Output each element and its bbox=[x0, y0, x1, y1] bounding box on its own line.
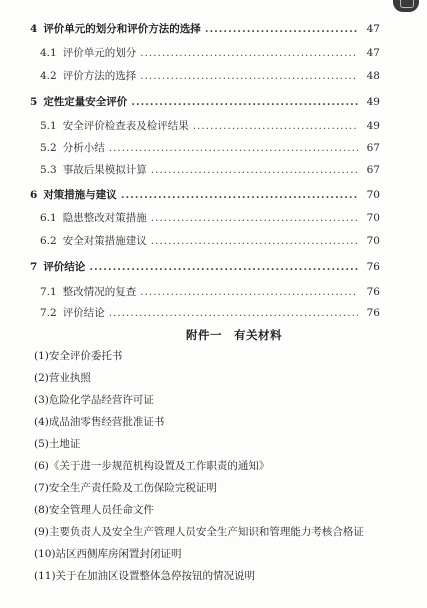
attachment-item: (5)土地证 bbox=[34, 438, 81, 450]
attachment-heading: 附件一 有关材料 bbox=[186, 328, 282, 342]
toc-title: 整改情况的复查 bbox=[62, 286, 137, 298]
toc-title: 评价单元的划分和评价方法的选择 bbox=[43, 23, 201, 35]
toc-page: 67 bbox=[366, 164, 380, 176]
toc-page: 70 bbox=[366, 235, 380, 247]
attachment-item: (7)安全生产责任险及工伤保险完税证明 bbox=[34, 482, 217, 494]
toc-number: 5.3 bbox=[40, 164, 57, 176]
toc-leader bbox=[193, 119, 358, 133]
toc-leader bbox=[109, 141, 358, 155]
toc-number: 6.2 bbox=[40, 235, 57, 247]
toc-section-7-1[interactable] bbox=[40, 285, 380, 299]
toc-page: 49 bbox=[366, 120, 380, 132]
attachment-item: (9)主要负责人及安全生产管理人员安全生产知识和管理能力考核合格证 bbox=[34, 526, 364, 538]
toc-title: 评价结论 bbox=[62, 307, 105, 319]
toc-title: 事故后果模拟计算 bbox=[62, 164, 147, 176]
toc-page: 67 bbox=[366, 142, 380, 154]
toc-page: 76 bbox=[366, 286, 380, 298]
toc-leader bbox=[151, 163, 358, 177]
toc-number: 7 bbox=[30, 261, 38, 273]
toc-title: 评价方法的选择 bbox=[62, 70, 137, 82]
attachment-item: (2)营业执照 bbox=[34, 372, 91, 384]
toc-chapter-5[interactable] bbox=[30, 95, 380, 109]
toc-title: 隐患整改对策措施 bbox=[62, 212, 147, 224]
toc-leader bbox=[140, 46, 358, 60]
toc-page: 70 bbox=[366, 189, 380, 201]
toc-title: 安全评价检查表及检评结果 bbox=[62, 120, 189, 132]
attachment-item: (4)成品油零售经营批准证书 bbox=[34, 416, 165, 428]
toc-page: 49 bbox=[366, 96, 380, 108]
toc-page: 47 bbox=[366, 47, 380, 59]
toc-chapter-6[interactable] bbox=[30, 188, 380, 202]
toc-number: 7.1 bbox=[40, 286, 57, 298]
attachment-item: (11)关于在加油区设置整体急停按钮的情况说明 bbox=[34, 570, 256, 582]
toc-chapter-4[interactable] bbox=[30, 22, 380, 36]
toc-number: 4 bbox=[30, 23, 38, 35]
toc-leader bbox=[89, 260, 358, 274]
attachment-item: (1)安全评价委托书 bbox=[34, 350, 123, 362]
toc-section-5-2[interactable] bbox=[40, 141, 380, 155]
toc-leader bbox=[151, 211, 358, 225]
toc-title: 对策措施与建议 bbox=[43, 189, 117, 201]
attachment-item: (8)安全管理人员任命文件 bbox=[34, 504, 154, 516]
toc-leader bbox=[140, 285, 358, 299]
toc-number: 6 bbox=[30, 189, 38, 201]
toc-leader bbox=[121, 188, 358, 202]
toc-section-6-1[interactable] bbox=[40, 211, 380, 225]
toc-page: 48 bbox=[366, 70, 380, 82]
toc-chapter-7[interactable] bbox=[30, 260, 380, 274]
toc-number: 7.2 bbox=[40, 307, 57, 319]
toc-leader bbox=[131, 95, 358, 109]
toc-page: 70 bbox=[366, 212, 380, 224]
toc-number: 4.1 bbox=[40, 47, 57, 59]
toc-title: 安全对策措施建议 bbox=[62, 235, 147, 247]
toc-title: 分析小结 bbox=[62, 142, 105, 154]
toc-page: 76 bbox=[366, 307, 380, 319]
toc-section-4-1[interactable] bbox=[40, 46, 380, 60]
toc-number: 6.1 bbox=[40, 212, 57, 224]
toc-number: 5.2 bbox=[40, 142, 57, 154]
toc-section-4-2[interactable] bbox=[40, 69, 380, 83]
toc-section-7-2[interactable] bbox=[40, 306, 380, 320]
toc-page: 76 bbox=[366, 261, 380, 273]
toc-number: 5 bbox=[30, 96, 38, 108]
toc-leader bbox=[151, 234, 358, 248]
toc-section-5-1[interactable] bbox=[40, 119, 380, 133]
attachment-item: (10)站区西侧库房闲置封闭证明 bbox=[34, 548, 182, 560]
toc-title: 评价结论 bbox=[43, 261, 86, 273]
toc-title: 定性定量安全评价 bbox=[43, 96, 128, 108]
page-corner-icon[interactable] bbox=[393, 0, 419, 12]
toc-page: 47 bbox=[366, 23, 380, 35]
attachment-item: (3)危险化学品经营许可证 bbox=[34, 394, 154, 406]
toc-leader bbox=[109, 306, 358, 320]
attachment-item: (6)《关于进一步规范机构设置及工作职责的通知》 bbox=[34, 460, 270, 472]
toc-section-5-3[interactable] bbox=[40, 163, 380, 177]
toc-number: 4.2 bbox=[40, 70, 57, 82]
toc-leader bbox=[205, 22, 358, 36]
toc-leader bbox=[140, 69, 358, 83]
toc-number: 5.1 bbox=[40, 120, 57, 132]
toc-title: 评价单元的划分 bbox=[62, 47, 137, 59]
toc-section-6-2[interactable] bbox=[40, 234, 380, 248]
